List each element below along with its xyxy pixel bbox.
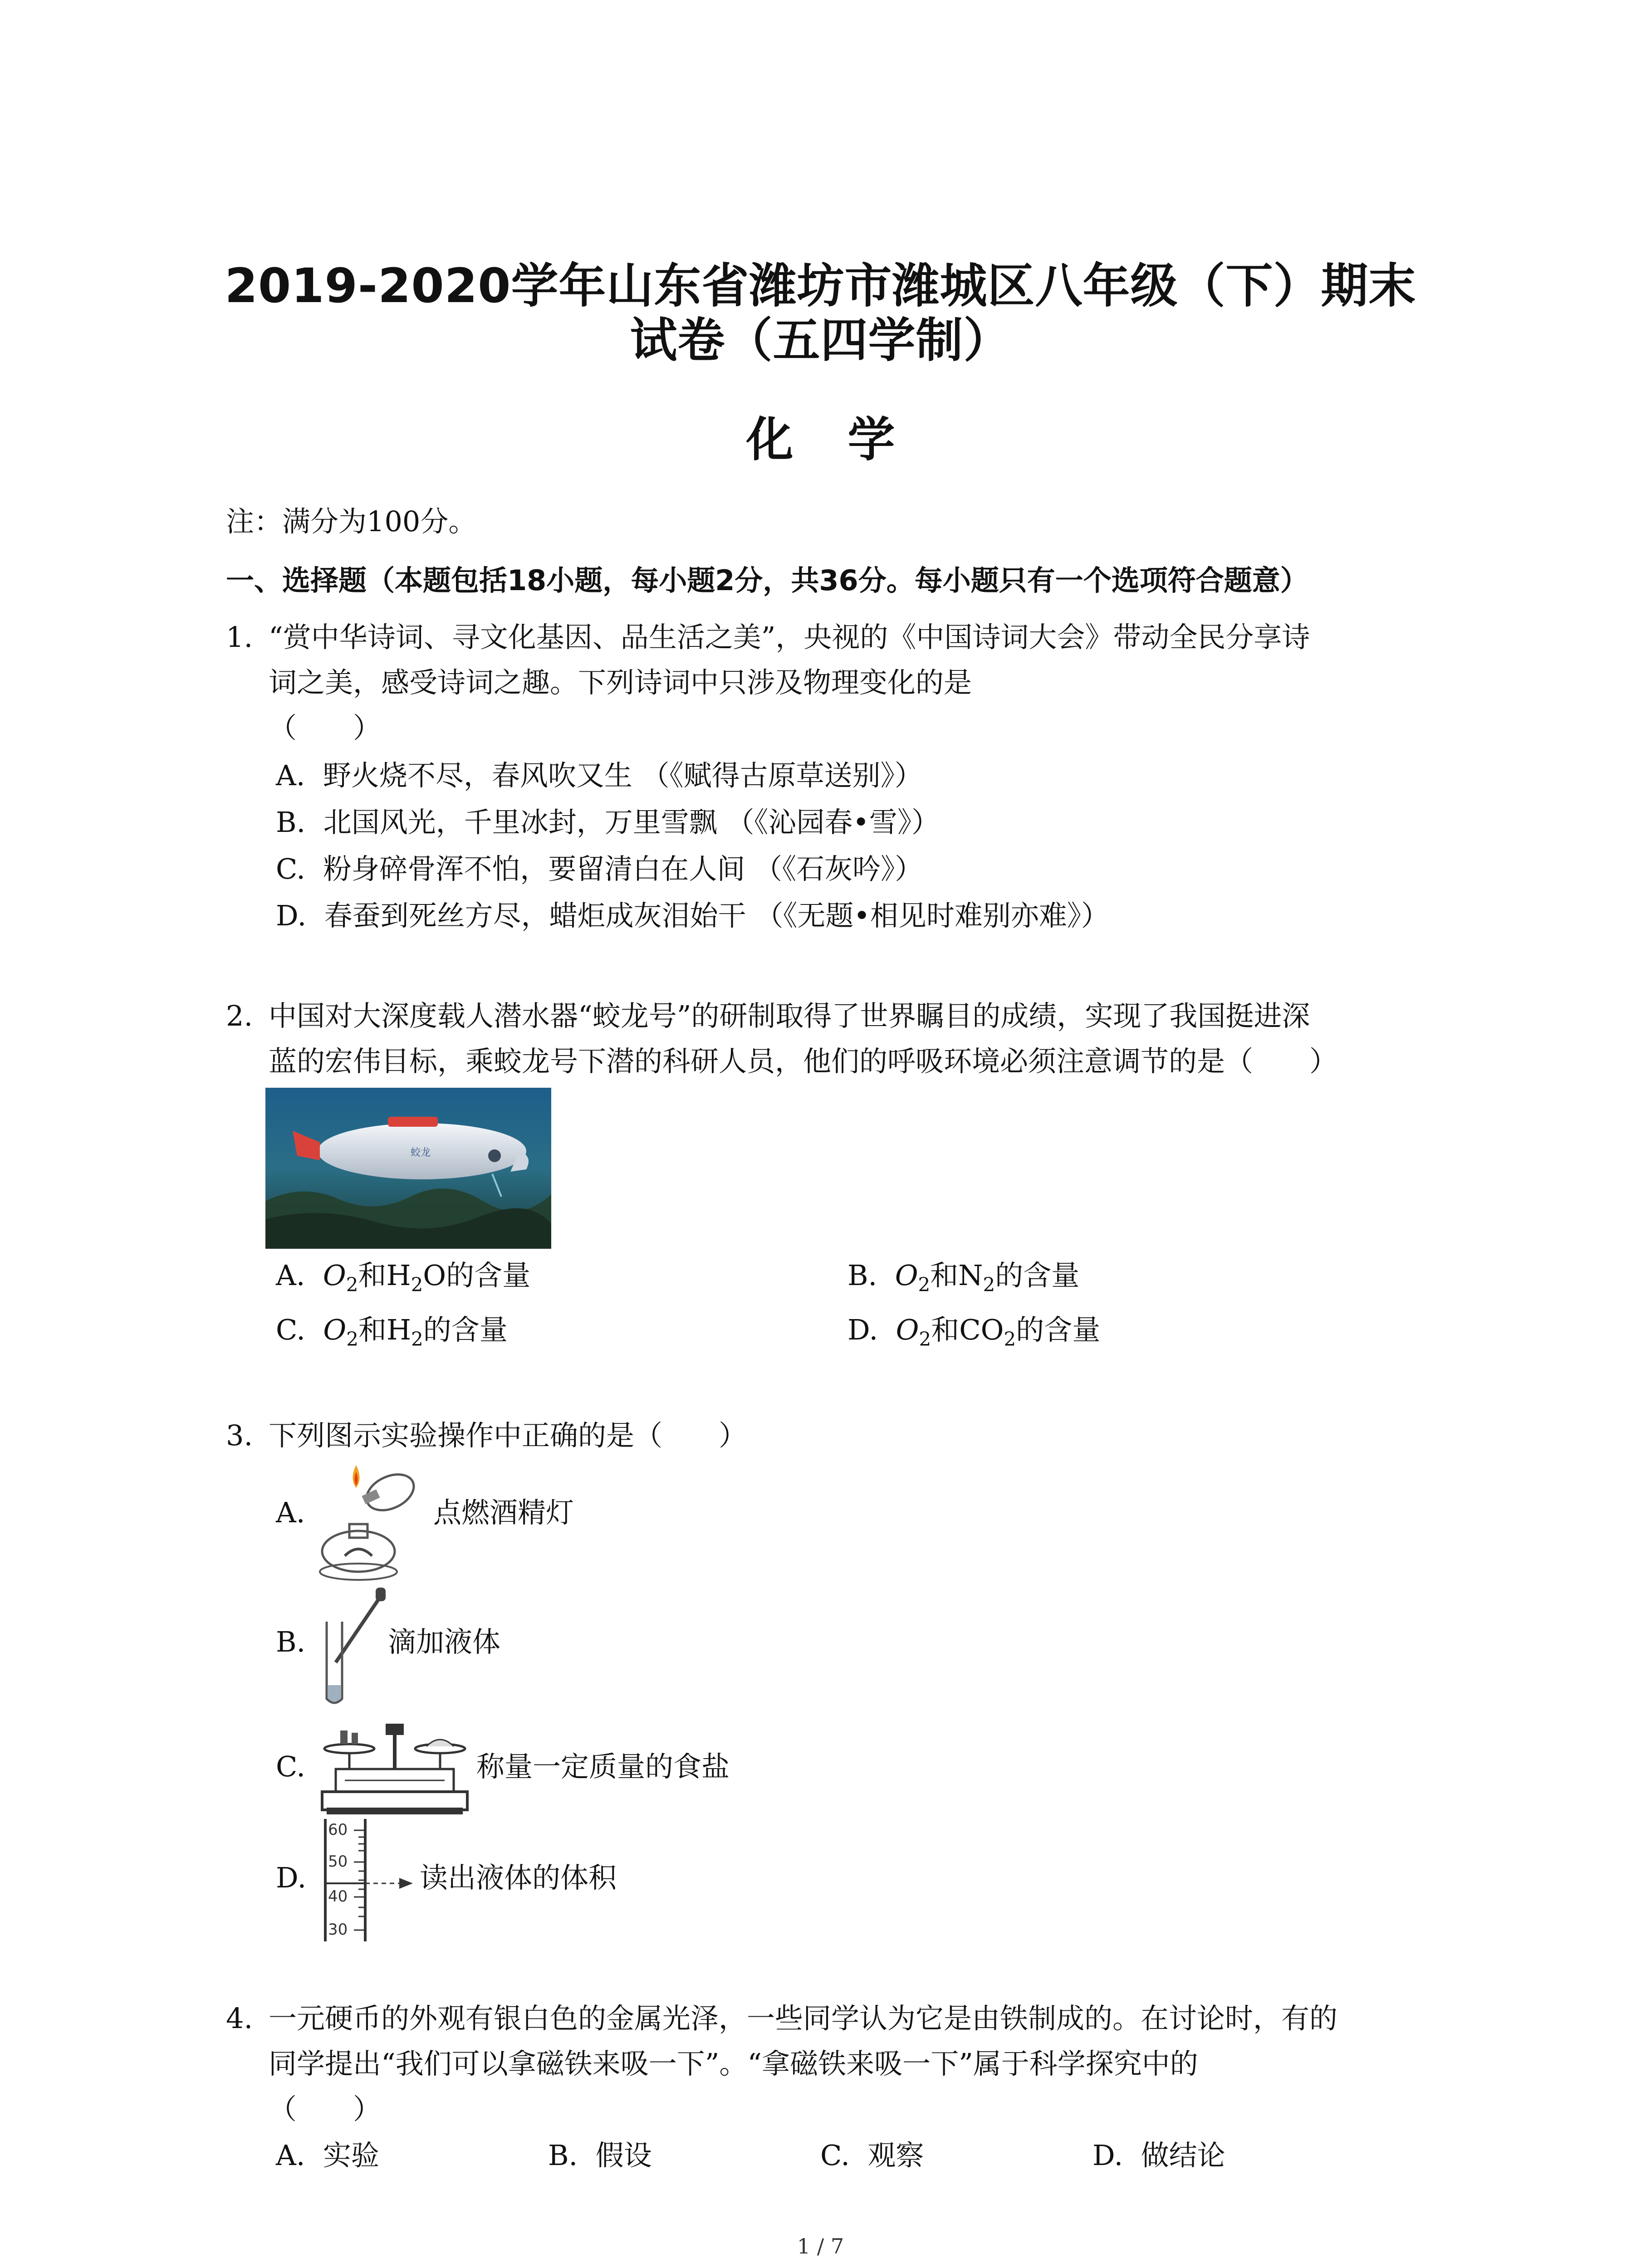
formula-part: 和CO bbox=[931, 1313, 1004, 1346]
dropper-test-tube-icon bbox=[318, 1585, 390, 1708]
subject-heading: 化学 bbox=[746, 412, 950, 467]
option-a bbox=[276, 1257, 530, 1303]
option-label: B. bbox=[548, 2139, 578, 2172]
formula-subscript: 2 bbox=[346, 1273, 358, 1296]
option-text: 读出液体的体积 bbox=[420, 1861, 617, 1894]
question-stem-line: 同学提出“我们可以拿磁铁来吸一下”。“拿磁铁来吸一下”属于科学探究中的 bbox=[269, 2047, 1198, 2080]
formula-subscript: 2 bbox=[1004, 1328, 1016, 1350]
option-label: B. bbox=[847, 1259, 877, 1292]
option-a bbox=[276, 758, 923, 794]
option-text: 粉身碎骨浑不怕，要留清白在人间 （《石灰吟》） bbox=[323, 852, 923, 885]
option-text: 点燃酒精灯 bbox=[433, 1496, 574, 1529]
formula-part: 和N bbox=[930, 1259, 983, 1292]
submersible-image bbox=[265, 1088, 551, 1249]
option-text: 实验 bbox=[323, 2139, 379, 2172]
page-number: 1 / 7 bbox=[797, 2234, 844, 2258]
formula-part: 的含量 bbox=[995, 1259, 1080, 1292]
question-stem-line: 一元硬币的外观有银白色的金属光泽，一些同学认为它是由铁制成的。在讨论时，有的 bbox=[269, 2002, 1338, 2035]
option-a bbox=[276, 2137, 379, 2174]
question-number: 2. bbox=[226, 999, 253, 1032]
option-text: 做结论 bbox=[1141, 2139, 1225, 2172]
answer-blank: （ ） bbox=[269, 711, 382, 744]
question-stem-line: 中国对大深度载人潜水器“蛟龙号”的研制取得了世界瞩目的成绩，实现了我国挺进深 bbox=[269, 999, 1310, 1032]
formula-subscript: 2 bbox=[411, 1328, 423, 1350]
formula-part: 的含量 bbox=[1016, 1313, 1101, 1346]
svg-text:蛟龙: 蛟龙 bbox=[411, 1147, 431, 1158]
question-number: 3. bbox=[226, 1419, 253, 1452]
question-stem: 下列图示实验操作中正确的是（ ） bbox=[269, 1419, 747, 1452]
option-label: B. bbox=[276, 1625, 306, 1658]
formula-subscript: 2 bbox=[346, 1328, 358, 1350]
page-title-line2: 试卷（五四学制） bbox=[630, 313, 1011, 368]
section-heading: 一、选择题（本题包括18小题，每小题2分，共36分。每小题只有一个选项符合题意） bbox=[226, 564, 1308, 597]
option-label: C. bbox=[820, 2139, 850, 2172]
option-text: 滴加液体 bbox=[388, 1625, 501, 1658]
formula-subscript: 2 bbox=[983, 1273, 995, 1296]
option-b bbox=[548, 2137, 652, 2174]
tick-label: 30 bbox=[328, 1921, 348, 1939]
tick-label: 50 bbox=[328, 1853, 348, 1871]
formula-subscript: 2 bbox=[411, 1273, 423, 1296]
option-c bbox=[276, 851, 923, 887]
alcohol-lamp-lighting-icon bbox=[313, 1461, 431, 1583]
option-label: A. bbox=[276, 2139, 305, 2172]
option-c bbox=[820, 2137, 924, 2174]
question-stem-line: “赏中华诗词、寻文化基因、品生活之美”，央视的《中国诗词大会》带动全民分享诗 bbox=[269, 621, 1310, 654]
formula-part: O bbox=[323, 1313, 347, 1346]
question-number: 4. bbox=[226, 2002, 253, 2035]
option-label: D. bbox=[847, 1313, 878, 1346]
option-label: C. bbox=[276, 1313, 305, 1346]
option-label: B. bbox=[276, 806, 306, 839]
option-text: 假设 bbox=[595, 2139, 652, 2172]
formula-part: O bbox=[896, 1313, 919, 1346]
option-d bbox=[276, 898, 1109, 934]
option-label: A. bbox=[276, 1259, 305, 1292]
question-stem-line: 词之美，感受诗词之趣。下列诗词中只涉及物理变化的是 bbox=[269, 666, 972, 699]
option-label: A. bbox=[276, 759, 305, 792]
option-b bbox=[276, 804, 940, 841]
question-number: 1. bbox=[226, 621, 253, 654]
option-label: D. bbox=[276, 1861, 307, 1894]
question-stem-line: 蓝的宏伟目标，乘蛟龙号下潜的科研人员，他们的呼吸环境必须注意调节的是（ ） bbox=[269, 1045, 1338, 1078]
formula-part: 的含量 bbox=[423, 1313, 508, 1346]
formula-subscript: 2 bbox=[919, 1328, 931, 1350]
option-label: C. bbox=[276, 1750, 305, 1783]
option-c bbox=[276, 1312, 508, 1357]
option-label: D. bbox=[276, 899, 307, 932]
page-title-line1: 2019-2020学年山东省潍坊市潍城区八年级（下）期末 bbox=[225, 258, 1416, 313]
formula-part: 和H bbox=[358, 1313, 411, 1346]
tick-label: 40 bbox=[328, 1887, 348, 1906]
formula-part: 和H bbox=[358, 1259, 411, 1292]
option-text: 野火烧不尽，春风吹又生 （《赋得古原草送别》） bbox=[323, 759, 923, 792]
tick-label: 60 bbox=[328, 1821, 348, 1839]
option-d bbox=[1092, 2137, 1225, 2174]
option-text: 春蚕到死丝方尽，蜡炬成灰泪始干 （《无题•相见时难别亦难》） bbox=[324, 899, 1109, 932]
formula-subscript: 2 bbox=[918, 1273, 931, 1296]
balance-scale-icon bbox=[318, 1715, 472, 1817]
answer-blank: （ ） bbox=[269, 2092, 382, 2126]
option-text: 称量一定质量的食盐 bbox=[476, 1750, 730, 1783]
option-b bbox=[847, 1257, 1079, 1303]
option-label: A. bbox=[276, 1496, 305, 1529]
graduated-cylinder-icon bbox=[320, 1819, 420, 1941]
score-note: 注：满分为100分。 bbox=[226, 505, 477, 538]
option-text: 观察 bbox=[867, 2139, 924, 2172]
formula-part: O的含量 bbox=[423, 1259, 531, 1292]
formula-part: O bbox=[323, 1259, 346, 1292]
formula-part: O bbox=[895, 1259, 918, 1292]
option-d bbox=[847, 1312, 1100, 1357]
option-label: D. bbox=[1092, 2139, 1123, 2172]
option-label: C. bbox=[276, 852, 305, 885]
option-text: 北国风光，千里冰封，万里雪飘 （《沁园春•雪》） bbox=[323, 806, 940, 839]
